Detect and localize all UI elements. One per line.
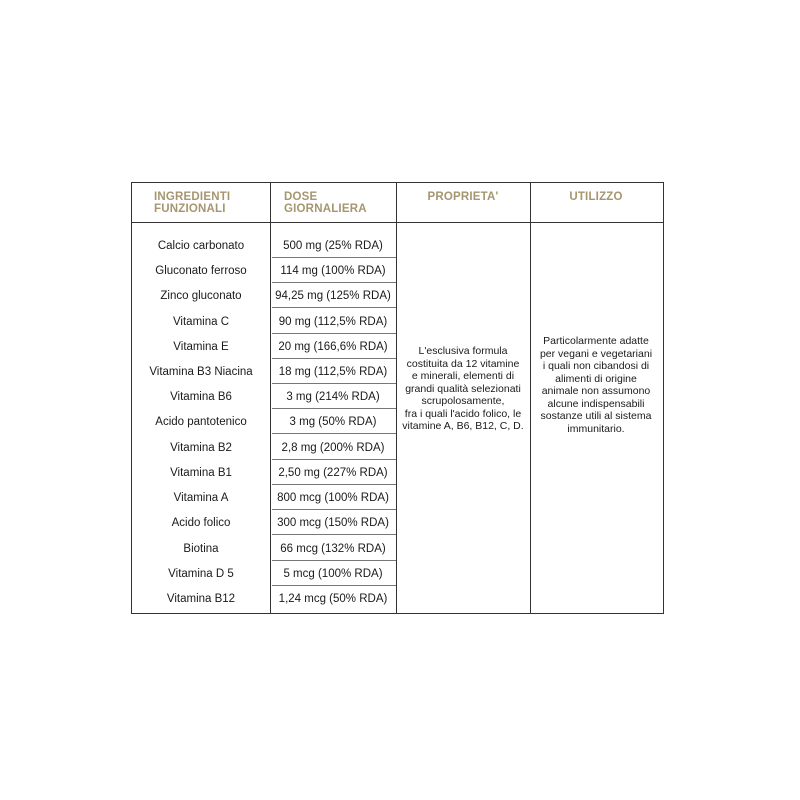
table-header-row xyxy=(132,183,663,223)
dose-underline xyxy=(272,534,396,535)
table-row xyxy=(132,359,396,384)
daily-dose: 3 mg (214% RDA) xyxy=(286,391,380,403)
daily-dose: 114 mg (100% RDA) xyxy=(280,265,386,277)
ingredient-name: Acido pantotenico xyxy=(155,416,247,428)
ingredient-name: Calcio carbonato xyxy=(157,240,245,252)
table-row xyxy=(132,561,396,586)
ingredient-name: Vitamina B6 xyxy=(170,391,232,403)
table-row xyxy=(132,309,396,334)
table-row xyxy=(132,233,396,258)
daily-dose: 18 mg (112,5% RDA) xyxy=(278,366,388,378)
daily-dose: 800 mcg (100% RDA) xyxy=(277,492,389,504)
daily-dose: 20 mg (166,6% RDA) xyxy=(278,341,388,353)
ingredient-name: Gluconato ferroso xyxy=(155,265,247,277)
header-proprieta: PROPRIETA' xyxy=(427,191,499,203)
daily-dose: 5 mcg (100% RDA) xyxy=(283,568,383,580)
table-row xyxy=(132,460,396,485)
daily-dose: 3 mg (50% RDA) xyxy=(289,416,377,428)
ingredient-name: Acido folico xyxy=(171,517,231,529)
daily-dose: 2,8 mg (200% RDA) xyxy=(281,442,385,454)
table-row xyxy=(132,409,396,434)
table-row xyxy=(132,485,396,510)
daily-dose: 1,24 mcg (50% RDA) xyxy=(278,593,388,605)
table-row xyxy=(132,258,396,283)
ingredient-name: Zinco gluconato xyxy=(160,290,242,302)
daily-dose: 94,25 mg (125% RDA) xyxy=(275,290,391,302)
ingredient-name: Vitamina E xyxy=(173,341,229,353)
ingredient-name: Vitamina C xyxy=(172,316,230,328)
header-utilizzo: UTILIZZO xyxy=(569,191,623,203)
ingredient-name: Biotina xyxy=(183,543,219,555)
daily-dose: 66 mcg (132% RDA) xyxy=(280,543,386,555)
table-row xyxy=(132,384,396,409)
ingredient-name: Vitamina D 5 xyxy=(168,568,234,580)
ingredient-name: Vitamina B3 Niacina xyxy=(149,366,253,378)
daily-dose: 90 mg (112,5% RDA) xyxy=(278,316,388,328)
table-row xyxy=(132,334,396,359)
nutrition-table xyxy=(131,182,664,614)
ingredient-name: Vitamina B12 xyxy=(166,593,236,605)
header-dose: DOSE GIORNALIERA xyxy=(284,191,367,215)
table-row xyxy=(132,536,396,561)
table-row xyxy=(132,586,396,611)
daily-dose: 2,50 mg (227% RDA) xyxy=(278,467,388,479)
proprieta-description: L'esclusiva formula costituita da 12 vitamine e minerali, elementi di grandi qualità selezionati scrupolosamente, fra i quali l'acido folico, le vitamine A, B6, B12, C, D. xyxy=(402,345,524,432)
dose-underline xyxy=(272,307,396,308)
daily-dose: 500 mg (25% RDA) xyxy=(283,240,383,252)
table-row xyxy=(132,283,396,308)
utilizzo-description: Particolarmente adatte per vegani e vegetariani i quali non cibandosi di alimenti di origine animale non assumono alcune indispensabili sostanze utili al sistema immunitario. xyxy=(539,335,653,435)
header-ingredienti: INGREDIENTI FUNZIONALI xyxy=(154,191,231,215)
table-row xyxy=(132,510,396,535)
table-row xyxy=(132,435,396,460)
ingredient-name: Vitamina A xyxy=(173,492,229,504)
ingredient-name: Vitamina B2 xyxy=(170,442,232,454)
dose-underline xyxy=(272,433,396,434)
ingredient-name: Vitamina B1 xyxy=(170,467,232,479)
daily-dose: 300 mcg (150% RDA) xyxy=(277,517,389,529)
